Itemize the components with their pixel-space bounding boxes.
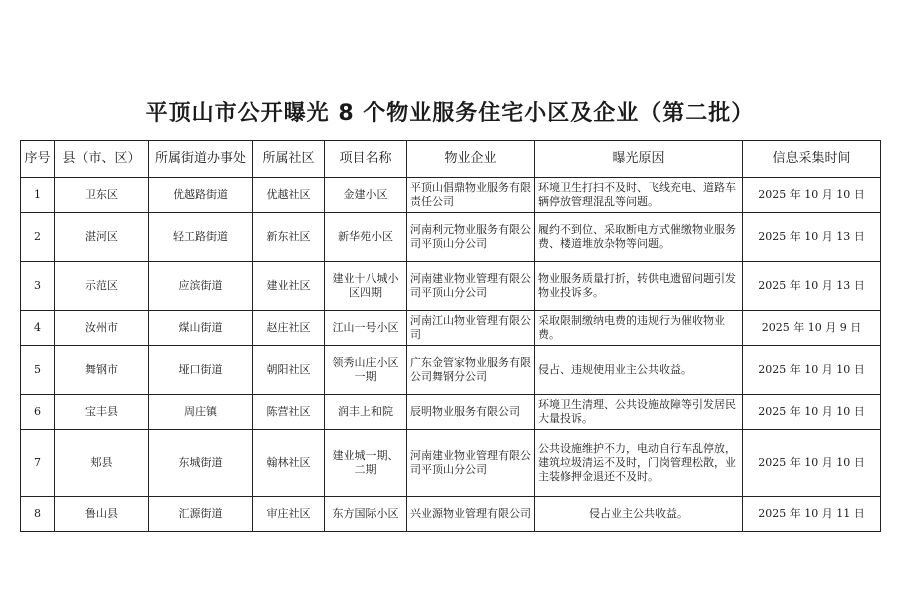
cell-county: 示范区: [55, 262, 149, 311]
table-row: [21, 178, 881, 213]
cell-street: 轻工路街道: [149, 213, 253, 262]
cell-index: 5: [21, 346, 55, 395]
document-title: 平顶山市公开曝光 8 个物业服务住宅小区及企业（第二批）: [145, 101, 755, 126]
cell-community: 审庄社区: [253, 497, 325, 532]
table-row: [21, 497, 881, 532]
cell-date: 2025 年 10 月 10 日: [743, 178, 881, 213]
cell-date: 2025 年 10 月 11 日: [743, 497, 881, 532]
cell-date: 2025 年 10 月 13 日: [743, 213, 881, 262]
cell-project: 建业城一期、二期: [325, 430, 407, 497]
table-row: [21, 395, 881, 430]
cell-company: 平顶山倡鼎物业服务有限责任公司: [407, 178, 535, 213]
table-row: [21, 430, 881, 497]
exposure-table: [20, 140, 881, 532]
cell-county: 汝州市: [55, 311, 149, 346]
cell-date: 2025 年 10 月 10 日: [743, 346, 881, 395]
header-cell: 县（市、区）: [55, 141, 149, 178]
cell-community: 赵庄社区: [253, 311, 325, 346]
cell-reason: 侵占、违规使用业主公共收益。: [535, 346, 743, 395]
cell-county: 郏县: [55, 430, 149, 497]
cell-index: 4: [21, 311, 55, 346]
table-row: [21, 213, 881, 262]
cell-company: 辰明物业服务有限公司: [407, 395, 535, 430]
cell-project: 领秀山庄小区一期: [325, 346, 407, 395]
cell-county: 湛河区: [55, 213, 149, 262]
cell-company: 河南利元物业服务有限公司平顶山分公司: [407, 213, 535, 262]
cell-reason: 采取限制缴纳电费的违规行为催收物业费。: [535, 311, 743, 346]
cell-street: 东城街道: [149, 430, 253, 497]
cell-community: 建业社区: [253, 262, 325, 311]
header-cell: 所属社区: [253, 141, 325, 178]
cell-project: 建业十八城小区四期: [325, 262, 407, 311]
header-cell: 序号: [21, 141, 55, 178]
cell-county: 鲁山县: [55, 497, 149, 532]
header-row: [21, 141, 881, 178]
cell-index: 8: [21, 497, 55, 532]
cell-project: 江山一号小区: [325, 311, 407, 346]
cell-community: 翰林社区: [253, 430, 325, 497]
cell-street: 周庄镇: [149, 395, 253, 430]
cell-reason: 环境卫生打扫不及时、飞线充电、道路车辆停放管理混乱等问题。: [535, 178, 743, 213]
cell-date: 2025 年 10 月 9 日: [743, 311, 881, 346]
cell-county: 卫东区: [55, 178, 149, 213]
header-cell: 信息采集时间: [743, 141, 881, 178]
cell-street: 汇源街道: [149, 497, 253, 532]
cell-reason: 环境卫生清理、公共设施故障等引发居民大量投诉。: [535, 395, 743, 430]
cell-project: 润丰上和院: [325, 395, 407, 430]
cell-index: 7: [21, 430, 55, 497]
cell-county: 舞钢市: [55, 346, 149, 395]
cell-community: 优越社区: [253, 178, 325, 213]
header-cell: 项目名称: [325, 141, 407, 178]
cell-reason: 公共设施维护不力，电动自行车乱停放，建筑垃圾清运不及时，门岗管理松散，业主装修押金退还不及时。: [535, 430, 743, 497]
cell-community: 朝阳社区: [253, 346, 325, 395]
cell-street: 应滨街道: [149, 262, 253, 311]
cell-company: 河南建业物业管理有限公司平顶山分公司: [407, 262, 535, 311]
cell-date: 2025 年 10 月 10 日: [743, 395, 881, 430]
cell-company: 河南建业物业管理有限公司平顶山分公司: [407, 430, 535, 497]
cell-date: 2025 年 10 月 13 日: [743, 262, 881, 311]
cell-company: 广东金管家物业服务有限公司舞钢分公司: [407, 346, 535, 395]
table-row: [21, 262, 881, 311]
cell-project: 东方国际小区: [325, 497, 407, 532]
cell-company: 兴业源物业管理有限公司: [407, 497, 535, 532]
cell-project: 新华苑小区: [325, 213, 407, 262]
cell-index: 2: [21, 213, 55, 262]
cell-project: 金建小区: [325, 178, 407, 213]
cell-county: 宝丰县: [55, 395, 149, 430]
header-cell: 所属街道办事处: [149, 141, 253, 178]
cell-reason: 侵占业主公共收益。: [535, 497, 743, 532]
table-row: [21, 346, 881, 395]
table-row: [21, 311, 881, 346]
cell-index: 1: [21, 178, 55, 213]
header-cell: 物业企业: [407, 141, 535, 178]
header-cell: 曝光原因: [535, 141, 743, 178]
cell-street: 优越路街道: [149, 178, 253, 213]
cell-reason: 履约不到位、采取断电方式催缴物业服务费、楼道堆放杂物等问题。: [535, 213, 743, 262]
cell-index: 3: [21, 262, 55, 311]
cell-street: 垭口街道: [149, 346, 253, 395]
cell-company: 河南江山物业管理有限公司: [407, 311, 535, 346]
cell-community: 新东社区: [253, 213, 325, 262]
cell-reason: 物业服务质量打折，转供电遗留问题引发物业投诉多。: [535, 262, 743, 311]
cell-date: 2025 年 10 月 10 日: [743, 430, 881, 497]
cell-community: 陈营社区: [253, 395, 325, 430]
cell-street: 煤山街道: [149, 311, 253, 346]
cell-index: 6: [21, 395, 55, 430]
